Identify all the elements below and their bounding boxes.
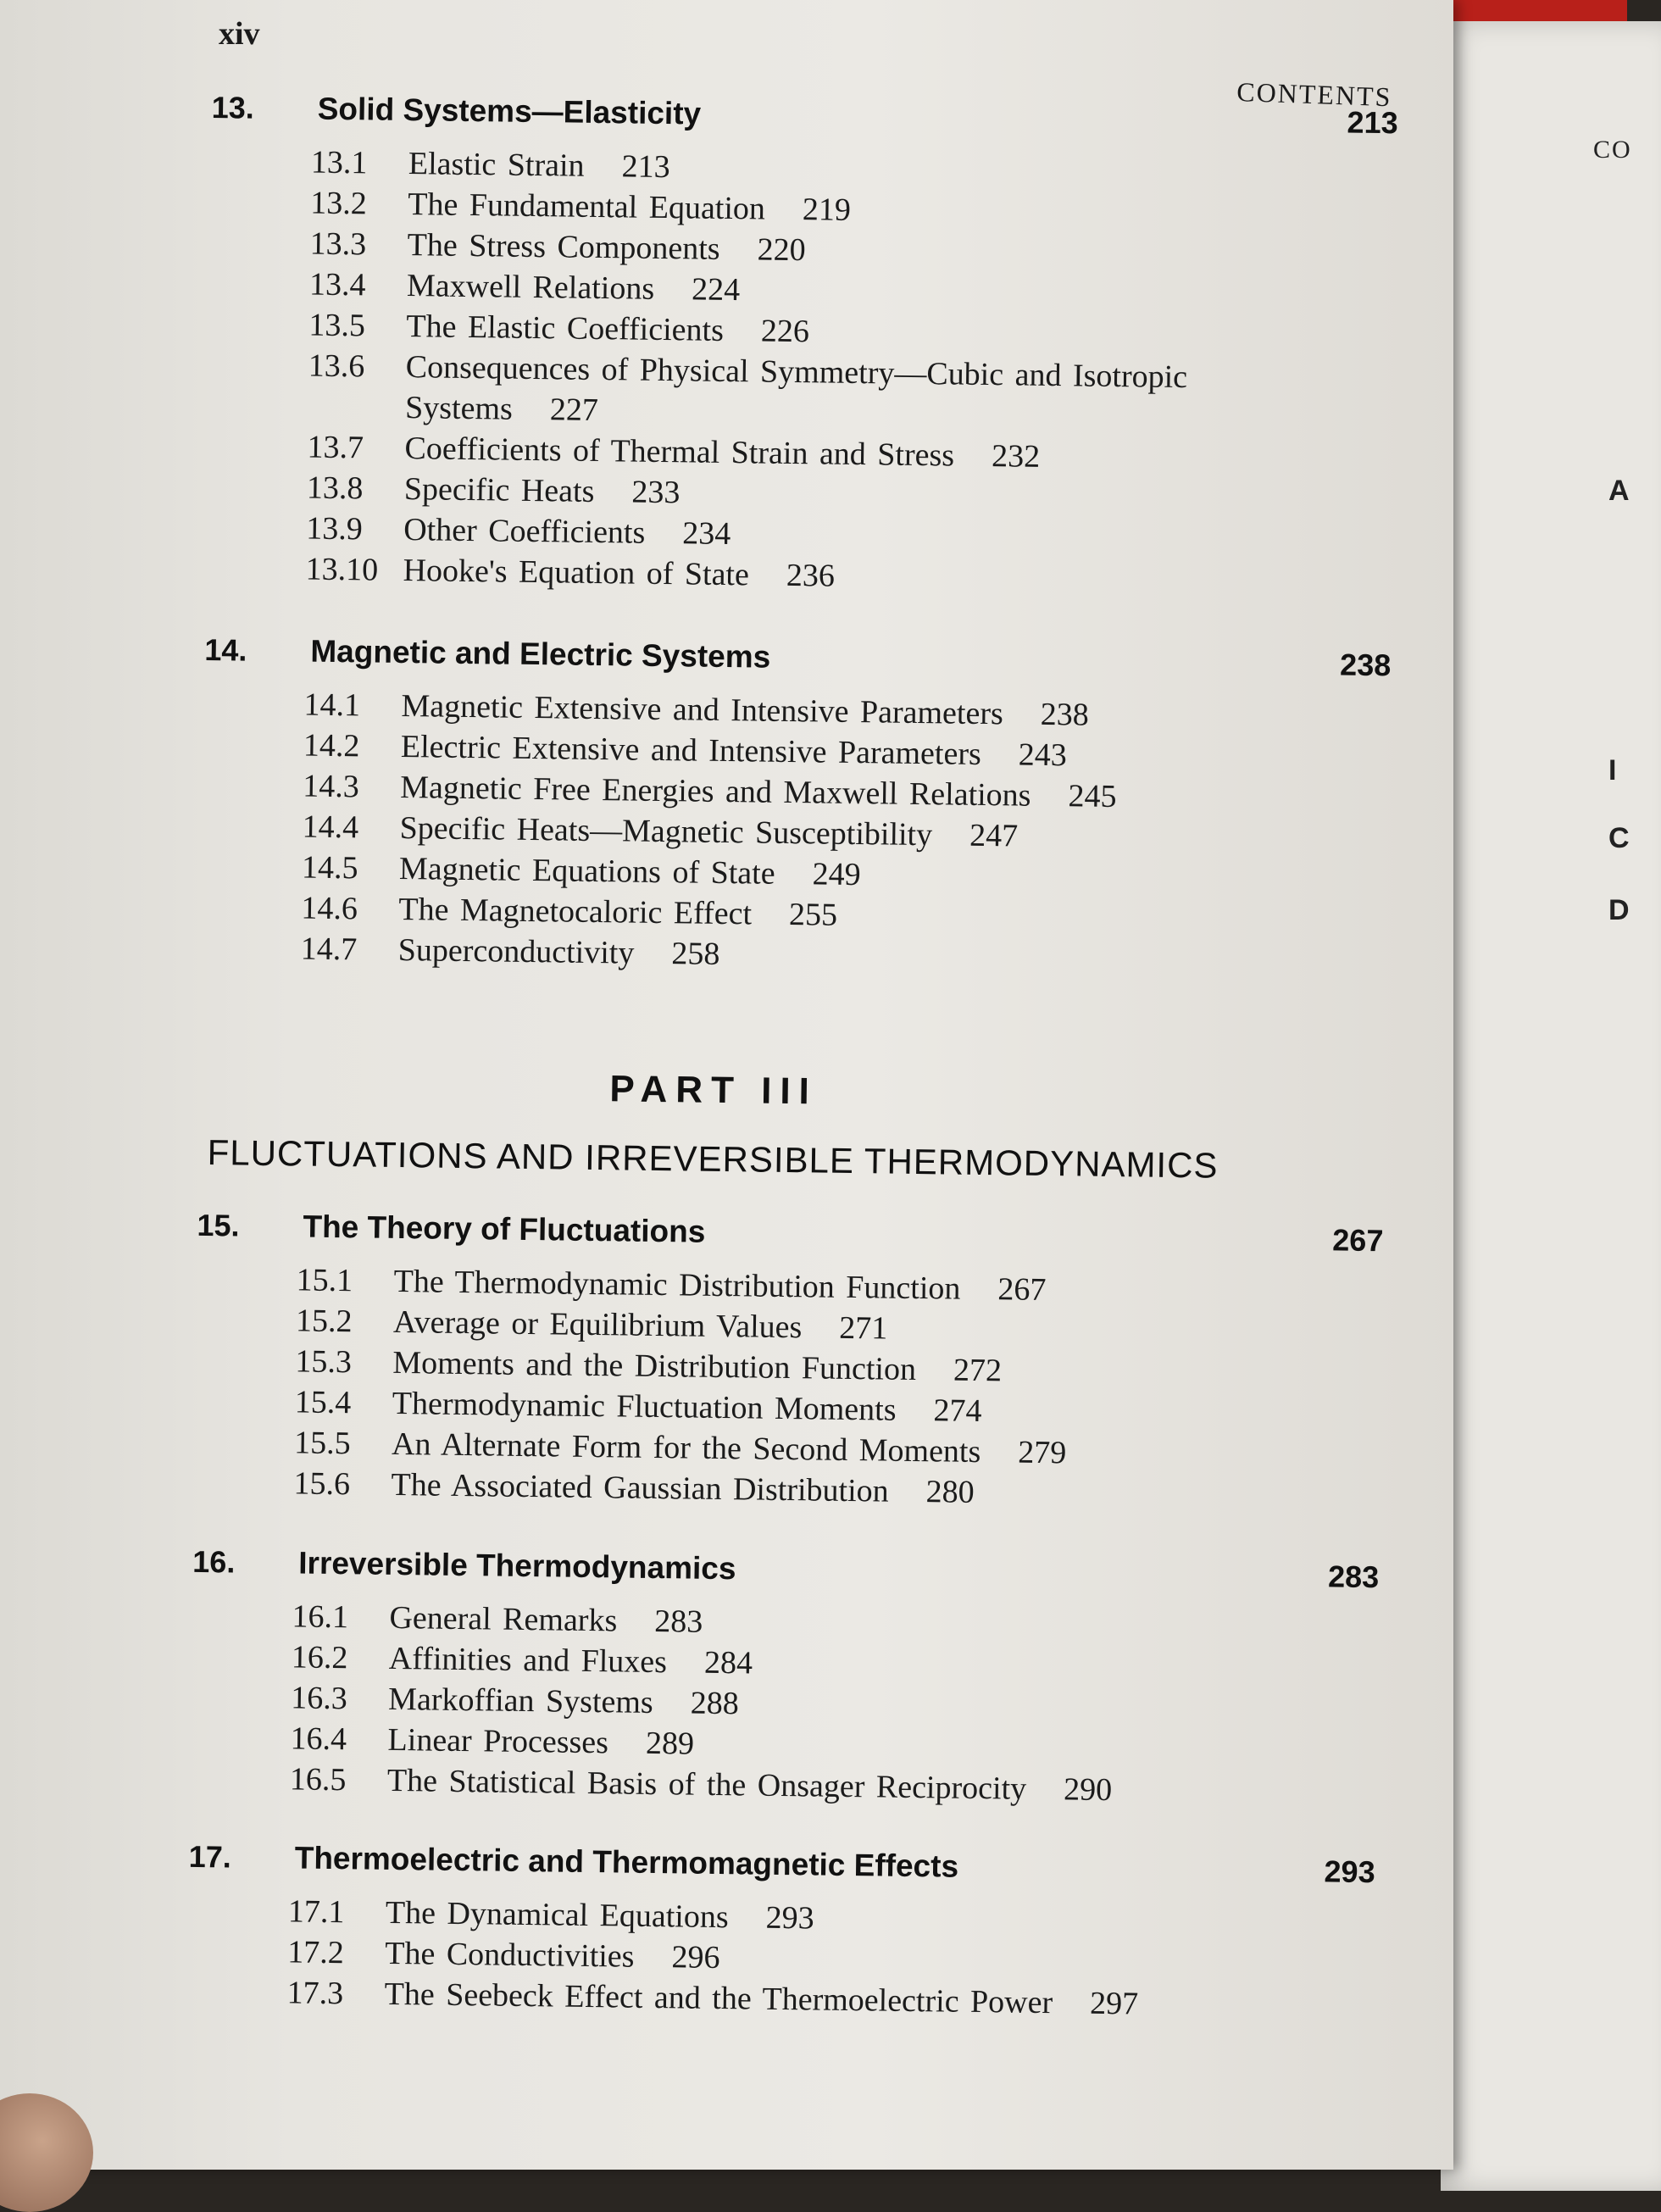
section-title: The Thermodynamic Distribution Function	[393, 1263, 961, 1307]
section-page: 267	[997, 1271, 1047, 1309]
section-page: 279	[1018, 1434, 1067, 1471]
section-title: Coefficients of Thermal Strain and Stress	[404, 431, 955, 474]
section-page: 219	[802, 192, 852, 228]
chapter-17	[186, 1839, 1375, 2027]
chapter-title: Irreversible Thermodynamics	[298, 1545, 736, 1587]
chapter-number: 14.	[204, 631, 247, 668]
chapter-13	[205, 90, 1398, 603]
section-number: 13.2	[310, 185, 368, 222]
chapter-15	[193, 1208, 1383, 1518]
section-number: 13.4	[308, 266, 366, 303]
section-number: 17.2	[287, 1934, 345, 1971]
section-page: 289	[645, 1725, 695, 1762]
section-page: 232	[991, 438, 1041, 475]
section-list	[300, 684, 1390, 983]
section-title: Markoffian Systems	[387, 1681, 654, 1720]
section-page: 284	[703, 1644, 753, 1681]
chapter-number: 13.	[211, 90, 255, 125]
section-page: 272	[953, 1352, 1003, 1389]
section-title: Superconductivity	[397, 931, 635, 971]
section-page: 236	[786, 557, 836, 594]
chapter-14	[200, 632, 1391, 983]
part-label: PART III	[609, 1068, 819, 1113]
section-number: 13.8	[306, 470, 364, 507]
section-number: 14.3	[303, 768, 360, 805]
section-page: 245	[1068, 778, 1117, 815]
chapter-page: 293	[1324, 1854, 1375, 1890]
section-list	[290, 1596, 1379, 1814]
facing-page-letter: C	[1608, 822, 1630, 854]
section-list	[293, 1259, 1383, 1518]
section-number: 16.4	[290, 1720, 347, 1758]
facing-page-letter: D	[1608, 894, 1630, 926]
section-title: General Remarks	[389, 1599, 618, 1639]
section-number: 15.1	[296, 1262, 353, 1299]
section-list	[286, 1891, 1375, 2027]
section-title: The Associated Gaussian Distribution	[391, 1466, 889, 1509]
section-page: 274	[933, 1392, 982, 1430]
section-title: Magnetic Free Energies and Maxwell Relations	[400, 769, 1031, 814]
running-head: CONTENTS	[1236, 76, 1392, 113]
section-page: 243	[1018, 736, 1068, 774]
section-number: 15.2	[295, 1303, 353, 1340]
section-number: 13.1	[310, 144, 368, 181]
section-number: 13.3	[309, 225, 367, 263]
chapter-number: 16.	[192, 1543, 236, 1580]
chapter-16	[190, 1544, 1380, 1814]
chapter-title: Thermoelectric and Thermomagnetic Effects	[294, 1840, 959, 1884]
section-page: 258	[671, 936, 720, 972]
section-number: 14.5	[301, 849, 358, 886]
section-page: 255	[788, 896, 838, 933]
facing-page-running-head: CO	[1593, 136, 1632, 164]
section-page: 220	[757, 231, 806, 269]
section-title: Other Coefficients	[403, 512, 646, 551]
section-title: Maxwell Relations	[406, 268, 655, 307]
section-page: 233	[631, 474, 681, 511]
section-page: 238	[1040, 696, 1090, 733]
section-number: 15.3	[295, 1343, 353, 1381]
section-number: 13.9	[306, 510, 364, 547]
section-page: 293	[765, 1899, 814, 1937]
section-page: 227	[549, 392, 599, 428]
section-page: 249	[812, 856, 861, 893]
chapter-page: 267	[1332, 1222, 1384, 1259]
section-title: Affinities and Fluxes	[388, 1640, 668, 1681]
section-title: An Alternate Form for the Second Moments	[391, 1426, 981, 1470]
section-title: The Stress Components	[407, 227, 720, 267]
section-title: Specific Heats	[403, 471, 595, 509]
section-number: 13.7	[307, 429, 364, 466]
section-page: 297	[1089, 1985, 1139, 2022]
section-page: 280	[925, 1474, 975, 1510]
section-title: The Magnetocaloric Effect	[398, 891, 753, 932]
section-number: 14.7	[300, 931, 358, 968]
section-page: 283	[654, 1603, 703, 1640]
facing-page-letter: A	[1608, 475, 1630, 507]
section-title: The Dynamical Equations	[385, 1894, 729, 1936]
section-title: Consequences of Physical Symmetry—Cubic and Isotropic Systems	[404, 349, 1188, 427]
chapter-page: 238	[1339, 647, 1392, 683]
section-page: 288	[690, 1685, 740, 1722]
section-page: 247	[969, 817, 1019, 854]
section-title: Moments and the Distribution Function	[392, 1344, 917, 1388]
section-number: 13.6	[308, 347, 365, 385]
section-number: 16.2	[291, 1639, 348, 1676]
section-number: 16.5	[289, 1761, 347, 1798]
section-entry	[308, 346, 1395, 442]
part-title: FLUCTUATIONS AND IRREVERSIBLE THERMODYNAMICS	[207, 1132, 1219, 1186]
section-page: 271	[839, 1309, 888, 1347]
section-number: 15.4	[294, 1384, 352, 1421]
section-title: Magnetic Equations of State	[398, 850, 775, 892]
section-title: Linear Processes	[387, 1721, 609, 1761]
section-title: The Conductivities	[385, 1935, 635, 1975]
chapter-number: 17.	[188, 1838, 232, 1875]
chapter-title: The Theory of Fluctuations	[303, 1209, 706, 1249]
section-title: Average or Equilibrium Values	[392, 1303, 803, 1346]
section-page: 224	[691, 271, 741, 308]
section-number: 14.1	[303, 686, 361, 724]
section-number: 16.3	[290, 1680, 347, 1717]
section-page: 226	[760, 313, 810, 350]
section-title: Thermodynamic Fluctuation Moments	[392, 1385, 897, 1428]
section-title: The Elastic Coefficients	[406, 308, 725, 348]
chapter-title: Magnetic and Electric Systems	[310, 633, 771, 675]
section-title: Hooke's Equation of State	[403, 553, 750, 593]
section-number: 13.10	[305, 551, 379, 588]
chapter-page: 283	[1327, 1559, 1380, 1595]
section-number: 17.3	[286, 1975, 344, 2012]
section-page: 290	[1063, 1771, 1113, 1809]
page-folio: xiv	[219, 16, 260, 52]
section-title: Specific Heats—Magnetic Susceptibility	[399, 809, 933, 853]
section-title: Electric Extensive and Intensive Parameters	[400, 728, 982, 772]
section-title: Magnetic Extensive and Intensive Parameters	[401, 687, 1004, 732]
section-number: 17.1	[287, 1893, 345, 1931]
section-number: 14.4	[302, 809, 359, 846]
section-number: 13.5	[308, 307, 366, 344]
section-list	[305, 142, 1397, 604]
chapter-number: 15.	[197, 1207, 240, 1243]
section-title: Elastic Strain	[408, 146, 585, 184]
facing-page-letter: I	[1608, 754, 1617, 786]
section-page: 296	[671, 1939, 720, 1976]
section-number: 14.6	[301, 890, 358, 927]
chapter-title: Solid Systems—Elasticity	[317, 91, 702, 131]
section-number: 15.5	[293, 1425, 351, 1462]
section-title: The Fundamental Equation	[408, 186, 766, 227]
section-number: 14.2	[303, 727, 360, 764]
section-page: 234	[682, 515, 731, 553]
section-number: 15.6	[293, 1465, 351, 1503]
section-number: 16.1	[292, 1598, 349, 1636]
section-page: 213	[621, 148, 670, 186]
section-title: The Seebeck Effect and the Thermoelectric Power	[384, 1976, 1053, 2021]
section-title: The Statistical Basis of the Onsager Reciprocity	[386, 1762, 1027, 1807]
chapter-page: 213	[1347, 104, 1398, 141]
facing-page	[1441, 21, 1661, 2191]
